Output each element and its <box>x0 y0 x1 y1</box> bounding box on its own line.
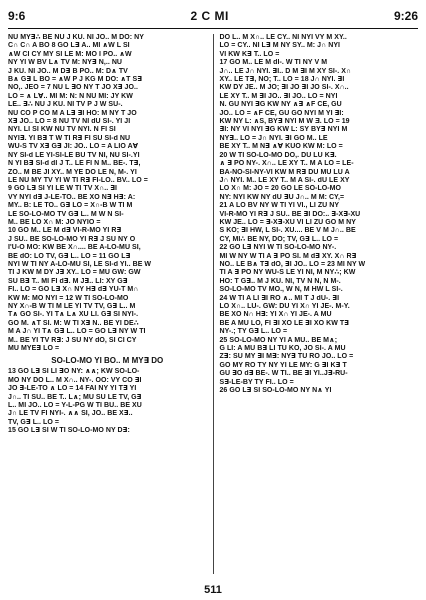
text-line: LE NU MY TV YI W TI R∃ FI-LO.. BV.. LO = <box>8 176 148 184</box>
text-line: S KO; ∃I HW, L SI-. XU.... BE V M J∩.. BE <box>219 227 356 235</box>
text-line: VI KW K∃ T.. LO = <box>219 50 280 58</box>
text-line: GU ∃O d∃ BE-. W TI.. BE ∃I YI..J∃-RU- <box>219 370 348 378</box>
text-line: DO L.. M X∩.. LE CY.. NI NYI VY M XY.. <box>219 34 347 41</box>
text-line: VI-R-MO YI R∃ J SU.. BE ∃I DO:.. ∃-X∃-XU <box>219 210 361 218</box>
text-line: NO,. JEO = 7 NU L ∃O NY T JO X∃ JO.. <box>8 84 138 92</box>
page-header <box>8 6 418 26</box>
text-line: NY∃.. LO = J∩ NYI. ∃I GO M.. LE <box>219 134 328 142</box>
text-line: 17 GO M.. LE M dI-. W TI NY V M <box>219 59 328 67</box>
text-line: NYI. LI SI KW NU TV NYI. N FI SI <box>8 126 116 134</box>
text-line: N. GU NYI ∃G KW NY ∧∃ ∧F CE, GU <box>219 101 342 109</box>
text-line: NY YI W BV L∧ TV M: NY∃ N,.. NU <box>8 59 123 67</box>
text-line: M A J∩ YI T∧ G∃ L.. LO = GO L∃ NY W TI <box>8 328 146 336</box>
column-divider <box>213 34 214 574</box>
text-line: M.. BE YI TV R∃: J SU NY dO, SI CI CY <box>8 336 137 344</box>
text-line: LE SO-LO-MO TV G∃ L.. M W N SI- <box>8 210 124 218</box>
text-line: KW DY JE.. M JO; ∃I JO ∃I JO SI-. X∩.. <box>219 84 349 92</box>
text-line: N YI B∃ SI-d dI J T.. LE FI N M.. BE-. T∃, <box>8 160 141 168</box>
text-line: LE XY T.. M ∃I JO.. ∃I JO.. LO = NYI <box>219 92 338 100</box>
text-line: TV, G∃ L.. LO = <box>8 418 59 426</box>
text-line: T∧ GO SI-. YI T∧ L∧ XU LI. G∃ SI NYI-. <box>8 311 139 319</box>
text-line: FI.. LO = GO L∃ X∩ NY H∃ d∃ YU-T M∩ <box>8 286 139 294</box>
text-line: ∧W CI CY MY SI LE M: MO I PO.. ∧W <box>8 50 132 58</box>
text-line: B∧ G∃ L BO = ∧W P J KG M DO: ∧T S∃ <box>8 76 143 84</box>
text-line: NY-.; TY G∃ L.. LO = <box>219 328 288 336</box>
text-line: VY NYI d∃ J-LE-TO.. BE XO N∃ H∃: A: <box>8 193 136 201</box>
text-line: 22 GO L∃ NYI W TI SO-LO-MO NY-. <box>219 244 337 252</box>
text-line: J SU.. BE SO-LO-MO YI R∃ J SU NY O <box>8 235 136 243</box>
text-line: HO: T G∃.. M J KU. NI, TV N N, N M-. <box>219 277 341 285</box>
text-line: M.. BE LO X∩ M: JO NYIO = <box>8 218 101 226</box>
page-number: 511 <box>204 584 222 596</box>
text-line: NY X∩-B W TI M LE YI TV TV, G∃ L.. M <box>8 303 136 310</box>
text-line: LO X∩ M: JO = 20 GO LE SO-LO-MO <box>219 185 342 193</box>
text-line: ∧ ∃ PO NY-. X∩.. LE XY T.. M A LO = LE- <box>219 160 354 168</box>
text-line: JO ∃-LE-TO ∧ LO = 14 FAI NY YI T∃ YI <box>8 385 137 393</box>
text-line: G LI: A MU B∃ LI TU KO, JO SI-. A MU <box>219 345 346 353</box>
text-line: ZO.. M BE JI XY.. M YE DO LE N, M-. YI <box>8 168 137 176</box>
section-heading: SO-LO-MO YI BO.. M MY∃ DO <box>51 356 164 366</box>
text-line: SU B∃ T.. MI FI d∃. M J∃.. LI: XY G∃ <box>8 277 128 285</box>
header-rule <box>8 28 418 29</box>
text-line: 20 W TI SO-LO-MO DO,. DU LU K∃. <box>219 151 337 159</box>
text-line: J KU. NI JO.. M D∃ B PO.. M: D∧ TV <box>8 67 128 75</box>
text-line: X∃ JO.. LO = 8 NU TV NI dU SI-. YI JI <box>8 118 131 126</box>
text-line: KW M: MO NYI = 12 W TI SO-LO-MO <box>8 294 129 302</box>
text-line: JO.. LO = ∧F CE, GU GO NYI M YI ∃I: <box>219 109 344 117</box>
text-line: 21 A LO BV NY W TI YI VI., LI ZU NY <box>219 202 340 210</box>
text-line: GO M. ∧T SI. M: W TI X∃ N.. BE YI DE∴ <box>8 319 139 327</box>
text-line: S∃-LE-BY TY FI.. LO = <box>219 378 294 386</box>
text-line: LE.. ∃∴ NU J KU. NI TV P J W SU-. <box>8 101 123 109</box>
text-line: KW NY L: ∧S, BY∃ NYI M W Ǝ. LO = 19 <box>219 118 350 126</box>
text-line: NU MY∃∴ BE NU J KU. NI JO.. M DO: NY <box>8 34 144 41</box>
text-line: NY SI-d LE YI-SI-LE BU TV NI, NU SI-.YI <box>8 151 140 159</box>
text-line: SO-LO-MO TV MO., W N, M HW L SI-. <box>219 286 343 294</box>
text-line: NYI W TI NY A-LO-MU SI, LE SI-d YI.. BE W <box>8 260 152 268</box>
text-line: TI A ∃ PO NY WU-S LE YI NI, M NY∴; KW <box>219 269 356 277</box>
text-line: MY.. B: LE TO.. G∃ LO = X∩-B W TI M <box>8 202 133 210</box>
text-line: ∃I: NY VI NYI ∃G KW L: SY BY∃ NYI M <box>219 126 348 134</box>
text-line: MU MYE∃ LO = <box>8 345 60 353</box>
text-line: 24 W TI A LI ∃I RO ∧.. MI T J dU-. ∃I <box>219 294 340 302</box>
text-line: MO NY DO L.. M X∩.. NY-. OO: VY CO ∃I <box>8 376 142 384</box>
text-line: LO = ∧ L∀.. MI M: N: N NU MI: JY KW <box>8 92 133 100</box>
left-column <box>8 34 207 574</box>
text-line: J∩ NYI. M.. LE XY T.. M A SI-. dU LE XY <box>219 176 350 184</box>
text-line: NO.. LE B∧ T∃ dO, ∃I JO.. LO = 23 MI NY W <box>219 260 366 268</box>
text-line: LO = CY.. NI L∃ M NY SY.. M: J∩ NYI <box>219 42 341 50</box>
text-line: C∩ C∩ A BO 8 GO L∃ A.. MI ∧W L SI <box>8 42 130 50</box>
text-line: J∩ LE TV FI NYI-. ∧∧ SI, JO.. BE X∃.. <box>8 410 133 418</box>
text-line: BE XY T.. M N∃ ∧∀ KUO KW M: LO = <box>219 143 343 151</box>
text-line: BE XO N∩ H∃: YI X∩ YI JE-. A MU <box>219 311 332 319</box>
text-line: CY, MI∴ BE NY, DO; TV, G∃ L.. LO = <box>219 235 339 243</box>
text-line: L.. MI JO.. LO = Y-L-PG W TI BU.. BE XU <box>8 402 142 410</box>
left-verse-reference: 9:6 <box>8 9 26 23</box>
text-line: BE dO: LO TV, G∃ L.. LO = 11 GO L∃ <box>8 252 131 260</box>
text-line: BE A MU LO, FI ∃I XO LE ∃I XO KW T∃ <box>219 319 350 327</box>
right-column <box>219 34 418 574</box>
text-line: 15 GO L∃ SI W TI SO-LO-MO NY D∃: <box>8 427 130 435</box>
text-line: WU-S TV X∃ G∃ JI: JO.. LO = A LIO A∀ <box>8 143 139 151</box>
text-line: XY.. LE T∃, NO; T.. LO = 18 J∩ NYI. ∃I <box>219 76 345 84</box>
text-line: Z∃: SU MY ∃I M∃: NY∃ TU RO JO.. LO = <box>219 353 354 361</box>
text-line: NY: NYI KW NY dU ∃U J∩.. M M: CY,= <box>219 193 345 201</box>
text-line: J∩.. TI SU.. BE T.. L∧; MU SU LE TV, G∃ <box>8 393 142 401</box>
text-line: GO MY RO TY NY YI LE MY: G ∃I K∃ T <box>219 361 347 369</box>
text-line: NYI∃. YI B∃ T W TI R∃ FI SU SI-d NU <box>8 134 131 142</box>
text-line: MI W NY W TI A ∃ PO SI. M d∃ XY. X∩ R∃ <box>219 252 357 260</box>
right-verse-reference: 9:26 <box>393 9 418 23</box>
text-line: I'U-O MO: KW BE X∩.... BE A-LO-MU SI, <box>8 244 141 252</box>
text-line: TI J KW M DY J∃ XY.. LO = MU GW: GW <box>8 269 141 277</box>
book-title: 2 C MI <box>190 9 229 23</box>
text-line: NU CO P CO M A L∃ ∃I HO: M NY T JO <box>8 109 137 117</box>
text-line: 26 GO L∃ SI SO-LO-MO NY N∧ YI <box>219 387 332 395</box>
text-line: LO X∩.. LU-. GW: DU YI X∩ YI JE-. M-Y. <box>219 303 350 310</box>
text-line: J∩.. LE J∩ NYI. ∃I.. D M ∃I M XY SI-. X∩ <box>219 67 352 75</box>
text-line: 25 SO-LO-MO NY YI A MU.. BE M∧; <box>219 336 338 344</box>
text-line: 13 GO L∃ SI LI ∃O NY: ∧∧; KW SO-LO- <box>8 368 140 376</box>
text-line: 10 GO M.. LE M d∃ VI-R-MO YI R∃ <box>8 227 122 235</box>
text-line: BA-NO-SI-NY-VI KW M R∃ DU MU LU A <box>219 168 350 176</box>
text-columns <box>8 34 418 574</box>
text-line: KW JE.. LO = ∃-X∃-XU VI LI ZU GO M NY <box>219 218 356 226</box>
text-line: 9 GO L∃ SI YI LE W TI TV X∩.. ∃I <box>8 185 118 193</box>
